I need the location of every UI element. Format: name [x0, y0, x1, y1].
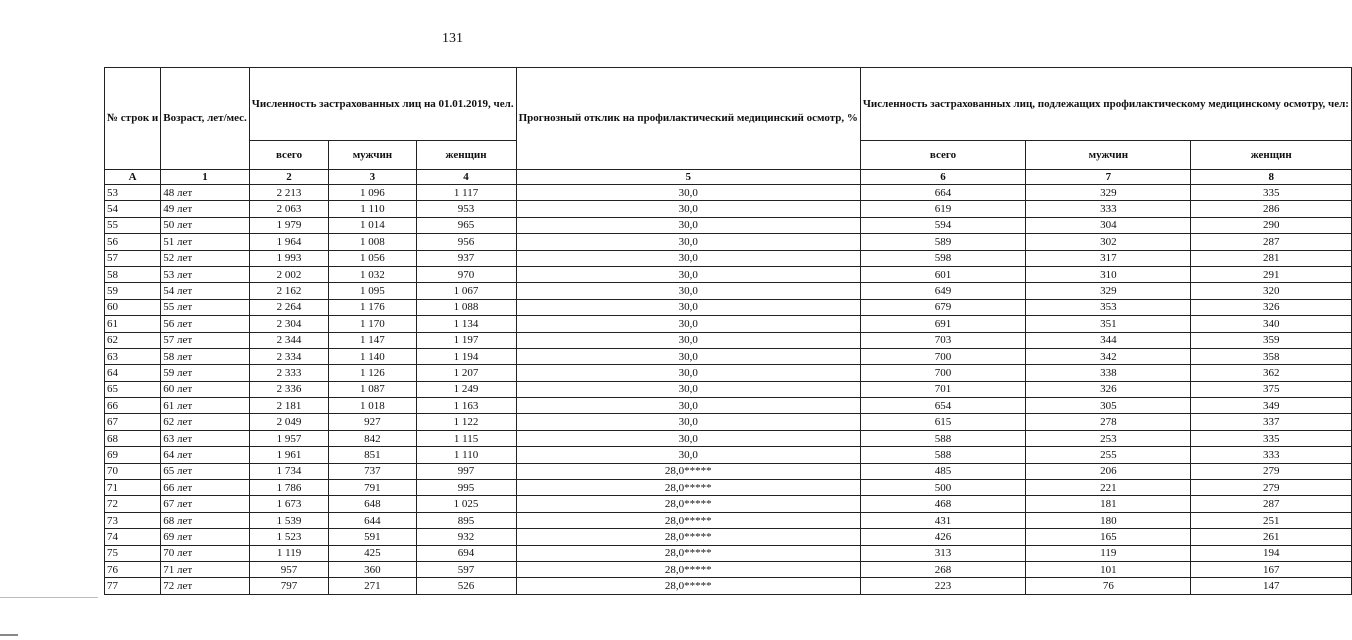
- header-total: всего: [249, 141, 329, 170]
- women-subject-cell: 358: [1191, 348, 1351, 364]
- column-code: 4: [416, 170, 516, 185]
- women-subject-cell: 279: [1191, 463, 1351, 479]
- men-insured-cell: 1 110: [329, 201, 416, 217]
- men-insured-cell: 1 096: [329, 185, 416, 201]
- men-subject-cell: 317: [1026, 250, 1191, 266]
- women-insured-cell: 597: [416, 561, 516, 577]
- women-subject-cell: 286: [1191, 201, 1351, 217]
- men-subject-cell: 333: [1026, 201, 1191, 217]
- table-row: [105, 414, 1352, 430]
- scan-artifact: [0, 597, 98, 598]
- table-row: [105, 201, 1352, 217]
- men-insured-cell: 927: [329, 414, 416, 430]
- age-cell: 59 лет: [161, 365, 250, 381]
- forecast-cell: 28,0*****: [516, 545, 860, 561]
- table-row: [105, 299, 1352, 315]
- header-men: мужчин: [329, 141, 416, 170]
- table-row: [105, 512, 1352, 528]
- men-insured-cell: 1 014: [329, 217, 416, 233]
- women-subject-cell: 279: [1191, 480, 1351, 496]
- age-cell: 71 лет: [161, 561, 250, 577]
- table-row: [105, 250, 1352, 266]
- table-row: [105, 430, 1352, 446]
- total-insured-cell: 1 119: [249, 545, 329, 561]
- age-cell: 61 лет: [161, 398, 250, 414]
- men-subject-cell: 180: [1026, 512, 1191, 528]
- men-insured-cell: 1 018: [329, 398, 416, 414]
- women-insured-cell: 694: [416, 545, 516, 561]
- total-subject-cell: 691: [860, 316, 1025, 332]
- table-row: [105, 529, 1352, 545]
- total-subject-cell: 700: [860, 365, 1025, 381]
- men-subject-cell: 326: [1026, 381, 1191, 397]
- row-number-cell: 65: [105, 381, 161, 397]
- total-insured-cell: 797: [249, 578, 329, 594]
- total-insured-cell: 957: [249, 561, 329, 577]
- men-insured-cell: 1 008: [329, 234, 416, 250]
- age-cell: 64 лет: [161, 447, 250, 463]
- column-code: 7: [1026, 170, 1191, 185]
- women-insured-cell: 1 163: [416, 398, 516, 414]
- men-insured-cell: 1 095: [329, 283, 416, 299]
- forecast-cell: 30,0: [516, 332, 860, 348]
- total-insured-cell: 2 333: [249, 365, 329, 381]
- age-cell: 60 лет: [161, 381, 250, 397]
- men-subject-cell: 351: [1026, 316, 1191, 332]
- men-insured-cell: 591: [329, 529, 416, 545]
- age-cell: 66 лет: [161, 480, 250, 496]
- total-insured-cell: 1 523: [249, 529, 329, 545]
- total-subject-cell: 588: [860, 430, 1025, 446]
- column-code: 5: [516, 170, 860, 185]
- women-subject-cell: 167: [1191, 561, 1351, 577]
- total-insured-cell: 2 336: [249, 381, 329, 397]
- men-insured-cell: 271: [329, 578, 416, 594]
- age-cell: 72 лет: [161, 578, 250, 594]
- table-row: [105, 283, 1352, 299]
- age-cell: 70 лет: [161, 545, 250, 561]
- women-insured-cell: 1 249: [416, 381, 516, 397]
- header-total-subject: всего: [860, 141, 1025, 170]
- row-number-cell: 74: [105, 529, 161, 545]
- age-cell: 63 лет: [161, 430, 250, 446]
- total-subject-cell: 468: [860, 496, 1025, 512]
- forecast-cell: 28,0*****: [516, 496, 860, 512]
- men-subject-cell: 329: [1026, 185, 1191, 201]
- women-subject-cell: 194: [1191, 545, 1351, 561]
- row-number-cell: 63: [105, 348, 161, 364]
- men-subject-cell: 76: [1026, 578, 1191, 594]
- men-subject-cell: 342: [1026, 348, 1191, 364]
- header-insured-group: Численность застрахованных лиц на 01.01.2019, чел.: [249, 68, 516, 141]
- total-subject-cell: 500: [860, 480, 1025, 496]
- table-row: [105, 348, 1352, 364]
- total-insured-cell: 1 993: [249, 250, 329, 266]
- age-cell: 65 лет: [161, 463, 250, 479]
- women-insured-cell: 1 122: [416, 414, 516, 430]
- column-code: А: [105, 170, 161, 185]
- men-subject-cell: 304: [1026, 217, 1191, 233]
- age-cell: 54 лет: [161, 283, 250, 299]
- forecast-cell: 30,0: [516, 348, 860, 364]
- total-subject-cell: 588: [860, 447, 1025, 463]
- row-number-cell: 66: [105, 398, 161, 414]
- total-subject-cell: 598: [860, 250, 1025, 266]
- age-cell: 55 лет: [161, 299, 250, 315]
- total-insured-cell: 1 673: [249, 496, 329, 512]
- men-subject-cell: 329: [1026, 283, 1191, 299]
- forecast-cell: 28,0*****: [516, 561, 860, 577]
- total-insured-cell: 1 957: [249, 430, 329, 446]
- men-subject-cell: 344: [1026, 332, 1191, 348]
- women-subject-cell: 287: [1191, 496, 1351, 512]
- column-codes-row: [105, 170, 1352, 185]
- women-subject-cell: 359: [1191, 332, 1351, 348]
- men-subject-cell: 255: [1026, 447, 1191, 463]
- total-insured-cell: 2 344: [249, 332, 329, 348]
- women-insured-cell: 1 110: [416, 447, 516, 463]
- row-number-cell: 62: [105, 332, 161, 348]
- men-subject-cell: 119: [1026, 545, 1191, 561]
- women-insured-cell: 937: [416, 250, 516, 266]
- table-row: [105, 217, 1352, 233]
- women-insured-cell: 526: [416, 578, 516, 594]
- table-row: [105, 234, 1352, 250]
- age-cell: 50 лет: [161, 217, 250, 233]
- total-subject-cell: 223: [860, 578, 1025, 594]
- total-subject-cell: 654: [860, 398, 1025, 414]
- age-cell: 58 лет: [161, 348, 250, 364]
- row-number-cell: 71: [105, 480, 161, 496]
- age-cell: 48 лет: [161, 185, 250, 201]
- row-number-cell: 75: [105, 545, 161, 561]
- men-subject-cell: 181: [1026, 496, 1191, 512]
- age-cell: 68 лет: [161, 512, 250, 528]
- women-insured-cell: 997: [416, 463, 516, 479]
- forecast-cell: 28,0*****: [516, 529, 860, 545]
- forecast-cell: 30,0: [516, 283, 860, 299]
- row-number-cell: 61: [105, 316, 161, 332]
- total-subject-cell: 619: [860, 201, 1025, 217]
- women-insured-cell: 1 117: [416, 185, 516, 201]
- row-number-cell: 60: [105, 299, 161, 315]
- total-subject-cell: 485: [860, 463, 1025, 479]
- total-subject-cell: 589: [860, 234, 1025, 250]
- age-cell: 52 лет: [161, 250, 250, 266]
- total-insured-cell: 1 979: [249, 217, 329, 233]
- total-insured-cell: 1 964: [249, 234, 329, 250]
- total-insured-cell: 2 304: [249, 316, 329, 332]
- women-subject-cell: 326: [1191, 299, 1351, 315]
- age-cell: 51 лет: [161, 234, 250, 250]
- women-insured-cell: 895: [416, 512, 516, 528]
- forecast-cell: 30,0: [516, 430, 860, 446]
- table-body: [105, 185, 1352, 595]
- forecast-cell: 30,0: [516, 217, 860, 233]
- men-subject-cell: 353: [1026, 299, 1191, 315]
- age-cell: 49 лет: [161, 201, 250, 217]
- table-row: [105, 578, 1352, 594]
- men-insured-cell: 851: [329, 447, 416, 463]
- women-subject-cell: 147: [1191, 578, 1351, 594]
- forecast-cell: 28,0*****: [516, 480, 860, 496]
- column-code: 1: [161, 170, 250, 185]
- forecast-cell: 30,0: [516, 201, 860, 217]
- table-row: [105, 398, 1352, 414]
- table-row: [105, 365, 1352, 381]
- header-women: женщин: [416, 141, 516, 170]
- forecast-cell: 30,0: [516, 266, 860, 282]
- forecast-cell: 28,0*****: [516, 512, 860, 528]
- women-insured-cell: 1 115: [416, 430, 516, 446]
- men-insured-cell: 1 140: [329, 348, 416, 364]
- women-subject-cell: 335: [1191, 185, 1351, 201]
- women-insured-cell: 1 197: [416, 332, 516, 348]
- women-subject-cell: 281: [1191, 250, 1351, 266]
- men-insured-cell: 425: [329, 545, 416, 561]
- age-cell: 56 лет: [161, 316, 250, 332]
- total-insured-cell: 2 162: [249, 283, 329, 299]
- total-insured-cell: 1 961: [249, 447, 329, 463]
- row-number-cell: 67: [105, 414, 161, 430]
- men-subject-cell: 305: [1026, 398, 1191, 414]
- table-row: [105, 545, 1352, 561]
- men-insured-cell: 1 147: [329, 332, 416, 348]
- column-code: 2: [249, 170, 329, 185]
- total-insured-cell: 2 181: [249, 398, 329, 414]
- row-number-cell: 59: [105, 283, 161, 299]
- women-insured-cell: 995: [416, 480, 516, 496]
- age-cell: 69 лет: [161, 529, 250, 545]
- age-cell: 62 лет: [161, 414, 250, 430]
- men-insured-cell: 842: [329, 430, 416, 446]
- men-subject-cell: 278: [1026, 414, 1191, 430]
- header-row-number: № строк и: [105, 68, 161, 170]
- men-subject-cell: 221: [1026, 480, 1191, 496]
- row-number-cell: 77: [105, 578, 161, 594]
- forecast-cell: 30,0: [516, 250, 860, 266]
- forecast-cell: 30,0: [516, 447, 860, 463]
- page-number: 131: [442, 31, 463, 46]
- women-subject-cell: 251: [1191, 512, 1351, 528]
- men-subject-cell: 310: [1026, 266, 1191, 282]
- forecast-cell: 30,0: [516, 381, 860, 397]
- forecast-cell: 30,0: [516, 316, 860, 332]
- men-insured-cell: 791: [329, 480, 416, 496]
- row-number-cell: 55: [105, 217, 161, 233]
- total-subject-cell: 664: [860, 185, 1025, 201]
- table-row: [105, 266, 1352, 282]
- women-insured-cell: 1 067: [416, 283, 516, 299]
- row-number-cell: 69: [105, 447, 161, 463]
- women-subject-cell: 375: [1191, 381, 1351, 397]
- header-age: Возраст, лет/мес.: [161, 68, 250, 170]
- total-subject-cell: 594: [860, 217, 1025, 233]
- forecast-cell: 30,0: [516, 234, 860, 250]
- men-insured-cell: 360: [329, 561, 416, 577]
- men-insured-cell: 1 170: [329, 316, 416, 332]
- row-number-cell: 73: [105, 512, 161, 528]
- age-cell: 57 лет: [161, 332, 250, 348]
- row-number-cell: 64: [105, 365, 161, 381]
- men-subject-cell: 253: [1026, 430, 1191, 446]
- header-forecast-response: Прогнозный отклик на профилактический медицинский осмотр, %: [516, 68, 860, 170]
- women-subject-cell: 287: [1191, 234, 1351, 250]
- total-subject-cell: 679: [860, 299, 1025, 315]
- men-subject-cell: 165: [1026, 529, 1191, 545]
- row-number-cell: 58: [105, 266, 161, 282]
- table-row: [105, 463, 1352, 479]
- age-cell: 53 лет: [161, 266, 250, 282]
- men-insured-cell: 648: [329, 496, 416, 512]
- men-insured-cell: 1 087: [329, 381, 416, 397]
- header-subject-group: Численность застрахованных лиц, подлежащих профилактическому медицинскому осмотру, чел:: [860, 68, 1351, 141]
- total-insured-cell: 1 734: [249, 463, 329, 479]
- women-subject-cell: 291: [1191, 266, 1351, 282]
- column-code: 6: [860, 170, 1025, 185]
- total-subject-cell: 431: [860, 512, 1025, 528]
- total-subject-cell: 701: [860, 381, 1025, 397]
- table-row: [105, 332, 1352, 348]
- men-subject-cell: 302: [1026, 234, 1191, 250]
- table-row: [105, 480, 1352, 496]
- row-number-cell: 72: [105, 496, 161, 512]
- women-insured-cell: 1 207: [416, 365, 516, 381]
- women-subject-cell: 362: [1191, 365, 1351, 381]
- table-row: [105, 316, 1352, 332]
- header-women-subject: женщин: [1191, 141, 1351, 170]
- women-insured-cell: 965: [416, 217, 516, 233]
- total-subject-cell: 313: [860, 545, 1025, 561]
- women-insured-cell: 953: [416, 201, 516, 217]
- men-insured-cell: 1 056: [329, 250, 416, 266]
- men-subject-cell: 206: [1026, 463, 1191, 479]
- women-insured-cell: 1 194: [416, 348, 516, 364]
- forecast-cell: 30,0: [516, 185, 860, 201]
- column-code: 3: [329, 170, 416, 185]
- scan-artifact: [0, 634, 18, 636]
- men-subject-cell: 101: [1026, 561, 1191, 577]
- women-subject-cell: 337: [1191, 414, 1351, 430]
- row-number-cell: 54: [105, 201, 161, 217]
- men-insured-cell: 644: [329, 512, 416, 528]
- forecast-cell: 30,0: [516, 398, 860, 414]
- women-insured-cell: 956: [416, 234, 516, 250]
- women-subject-cell: 333: [1191, 447, 1351, 463]
- table-row: [105, 496, 1352, 512]
- total-insured-cell: 2 002: [249, 266, 329, 282]
- column-code: 8: [1191, 170, 1351, 185]
- row-number-cell: 56: [105, 234, 161, 250]
- total-insured-cell: 2 334: [249, 348, 329, 364]
- row-number-cell: 57: [105, 250, 161, 266]
- total-subject-cell: 601: [860, 266, 1025, 282]
- women-insured-cell: 1 025: [416, 496, 516, 512]
- women-subject-cell: 320: [1191, 283, 1351, 299]
- total-insured-cell: 2 264: [249, 299, 329, 315]
- total-subject-cell: 703: [860, 332, 1025, 348]
- table-row: [105, 381, 1352, 397]
- women-insured-cell: 1 134: [416, 316, 516, 332]
- table-row: [105, 561, 1352, 577]
- age-cell: 67 лет: [161, 496, 250, 512]
- total-subject-cell: 268: [860, 561, 1025, 577]
- total-insured-cell: 2 213: [249, 185, 329, 201]
- forecast-cell: 28,0*****: [516, 578, 860, 594]
- total-insured-cell: 2 049: [249, 414, 329, 430]
- total-subject-cell: 649: [860, 283, 1025, 299]
- row-number-cell: 68: [105, 430, 161, 446]
- women-subject-cell: 340: [1191, 316, 1351, 332]
- men-insured-cell: 1 176: [329, 299, 416, 315]
- total-subject-cell: 615: [860, 414, 1025, 430]
- men-insured-cell: 1 126: [329, 365, 416, 381]
- women-subject-cell: 261: [1191, 529, 1351, 545]
- forecast-cell: 28,0*****: [516, 463, 860, 479]
- total-insured-cell: 1 539: [249, 512, 329, 528]
- men-insured-cell: 737: [329, 463, 416, 479]
- forecast-cell: 30,0: [516, 365, 860, 381]
- row-number-cell: 70: [105, 463, 161, 479]
- total-subject-cell: 700: [860, 348, 1025, 364]
- men-subject-cell: 338: [1026, 365, 1191, 381]
- row-number-cell: 53: [105, 185, 161, 201]
- insured-population-table: [104, 67, 1352, 595]
- table-row: [105, 447, 1352, 463]
- total-insured-cell: 1 786: [249, 480, 329, 496]
- women-subject-cell: 349: [1191, 398, 1351, 414]
- women-insured-cell: 932: [416, 529, 516, 545]
- header-men-subject: мужчин: [1026, 141, 1191, 170]
- row-number-cell: 76: [105, 561, 161, 577]
- women-insured-cell: 1 088: [416, 299, 516, 315]
- women-subject-cell: 335: [1191, 430, 1351, 446]
- women-insured-cell: 970: [416, 266, 516, 282]
- table-row: [105, 185, 1352, 201]
- forecast-cell: 30,0: [516, 299, 860, 315]
- men-insured-cell: 1 032: [329, 266, 416, 282]
- forecast-cell: 30,0: [516, 414, 860, 430]
- total-subject-cell: 426: [860, 529, 1025, 545]
- women-subject-cell: 290: [1191, 217, 1351, 233]
- total-insured-cell: 2 063: [249, 201, 329, 217]
